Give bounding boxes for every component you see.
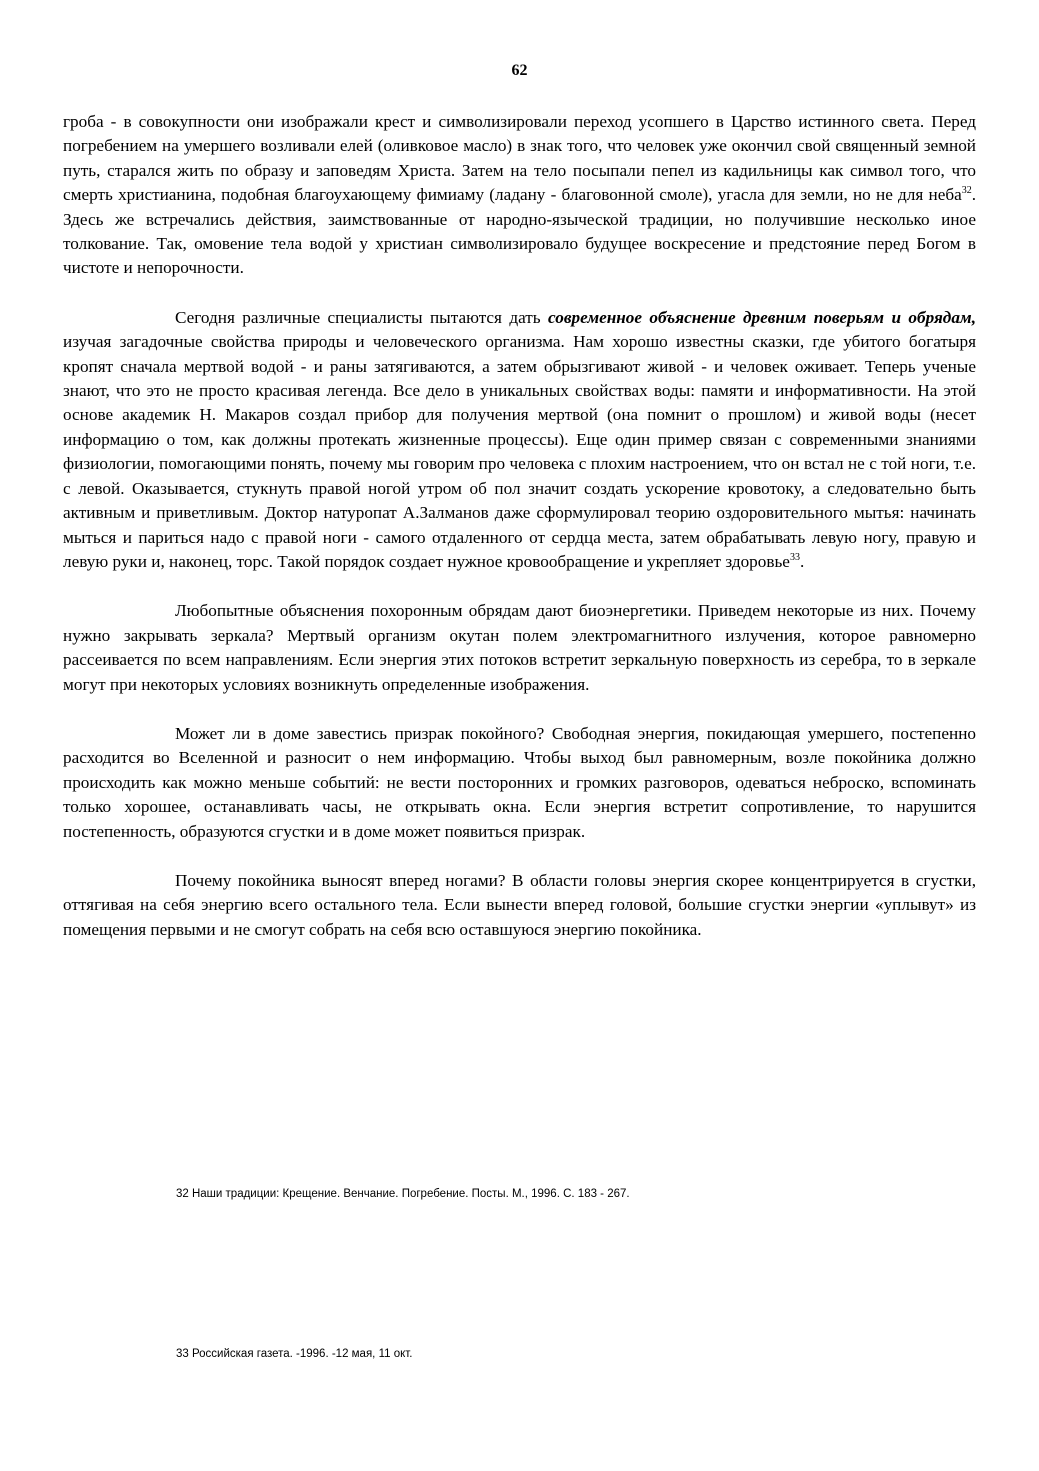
paragraph-3: Любопытные объяснения похоронным обрядам дают биоэнергетики. Приведем некоторые из них. Почему нужно закрывать зеркала? Мертвый организм окутан полем электромагнитного излучения, которое равномерно рассеивается по всем направлениям. Если энергия этих потоков встретит зеркальную поверхность из серебра, то в зеркале могут при некоторых условиях возникнуть определенные изображения.	[63, 601, 976, 694]
paragraph-1	[63, 110, 976, 281]
paragraph-5: Почему покойника выносят вперед ногами? В области головы энергия скорее концентрируется в сгустки, оттягивая на себя энергию всего остального тела. Если вынести вперед головой, большие сгустки энергии «уплывут» из помещения первыми и не смогут собрать на себя всю оставшуюся энергию покойника.	[63, 870, 976, 939]
paragraph-4: Может ли в доме завестись призрак покойного? Свободная энергия, покидающая умершего, постепенно расходится во Вселенной и разносит о нем информацию. Чтобы выход был равномерным, возле покойника должно происходить как можно меньше событий: не вести посторонних и громких разговоров, одеваться неброско, вспоминать только хорошее, останавливать часы, не открывать окна. Если энергия встретит сопротивление, то нарушится постепенность, образуются сгустки и в доме может появиться призрак.	[63, 723, 976, 841]
paragraph-2-emphasis: современное объяснение древним поверьям и обрядам,	[548, 307, 977, 327]
paragraph-1-text-cont: . Здесь же встречались действия, заимствованные от народно-языческой традиции, но получившие несколько иное толкование. Так, омовение тела водой у христиан символизировало будущее воскресение и предстояние перед Богом в чистоте и непорочности.	[63, 185, 976, 278]
body-text	[63, 110, 976, 942]
page-number: 62	[511, 62, 528, 79]
footnote-32: 32 Наши традиции: Крещение. Венчание. Погребение. Посты. М., 1996. С. 183 - 267.	[176, 1188, 630, 1200]
footnote-ref-32: 32	[961, 185, 972, 197]
footnote-33: 33 Российская газета. -1996. -12 мая, 11 окт.	[176, 1348, 413, 1360]
paragraph-2-text-cont: изучая загадочные свойства природы и человеческого организма. Нам хорошо известны сказки, где убитого богатыря кропят сначала мертвой водой - и раны затягиваются, а затем обрызгивают живой - и человек оживает. Теперь ученые знают, что это не просто красивая легенда. Все дело в уникальных свойствах воды: памяти и информативности. На этой основе академик Н. Макаров создал прибор для получения мертвой (она помнит о прошлом) и живой воды (несет информацию о том, как должны протекать жизненные процессы). Еще один пример связан с современными знаниями физиологии, помогающими понять, почему мы говорим про человека с плохим настроением, что он встал не с той ноги, т.е. с левой. Оказывается, стукнуть правой ногой утром об пол значит создать ускорение кровотоку, а следовательно быть активным и приветливым. Доктор натуропат А.Залманов даже сформулировал теорию оздоровительного мытья: начинать мыться и париться надо с правой ноги - самого отдаленного от сердца места, затем обрабатывать левую ногу, правую и левую руки и, наконец, торс. Такой порядок создает нужное кровообращение и укрепляет здоровье	[63, 332, 976, 571]
paragraph-2-text-end: .	[799, 551, 805, 571]
footnote-ref-33: 33	[789, 551, 800, 563]
paragraph-2	[63, 306, 976, 574]
paragraph-2-text: Сегодня различные специалисты пытаются дать	[175, 307, 549, 327]
paragraph-1-text: гроба - в совокупности они изображали крест и символизировали переход усопшего в Царство истинного света. Перед погребением на умершего возливали елей (оливковое масло) в знак того, что человек уже окончил свой священный земной путь, старался жить по образу и заповедям Христа. Затем на тело посыпали пепел из кадильницы как символ того, что смерть христианина, подобная благоухающему фимиаму (ладану - благовонной смоле), угасла для земли, но не для неба	[63, 112, 976, 205]
